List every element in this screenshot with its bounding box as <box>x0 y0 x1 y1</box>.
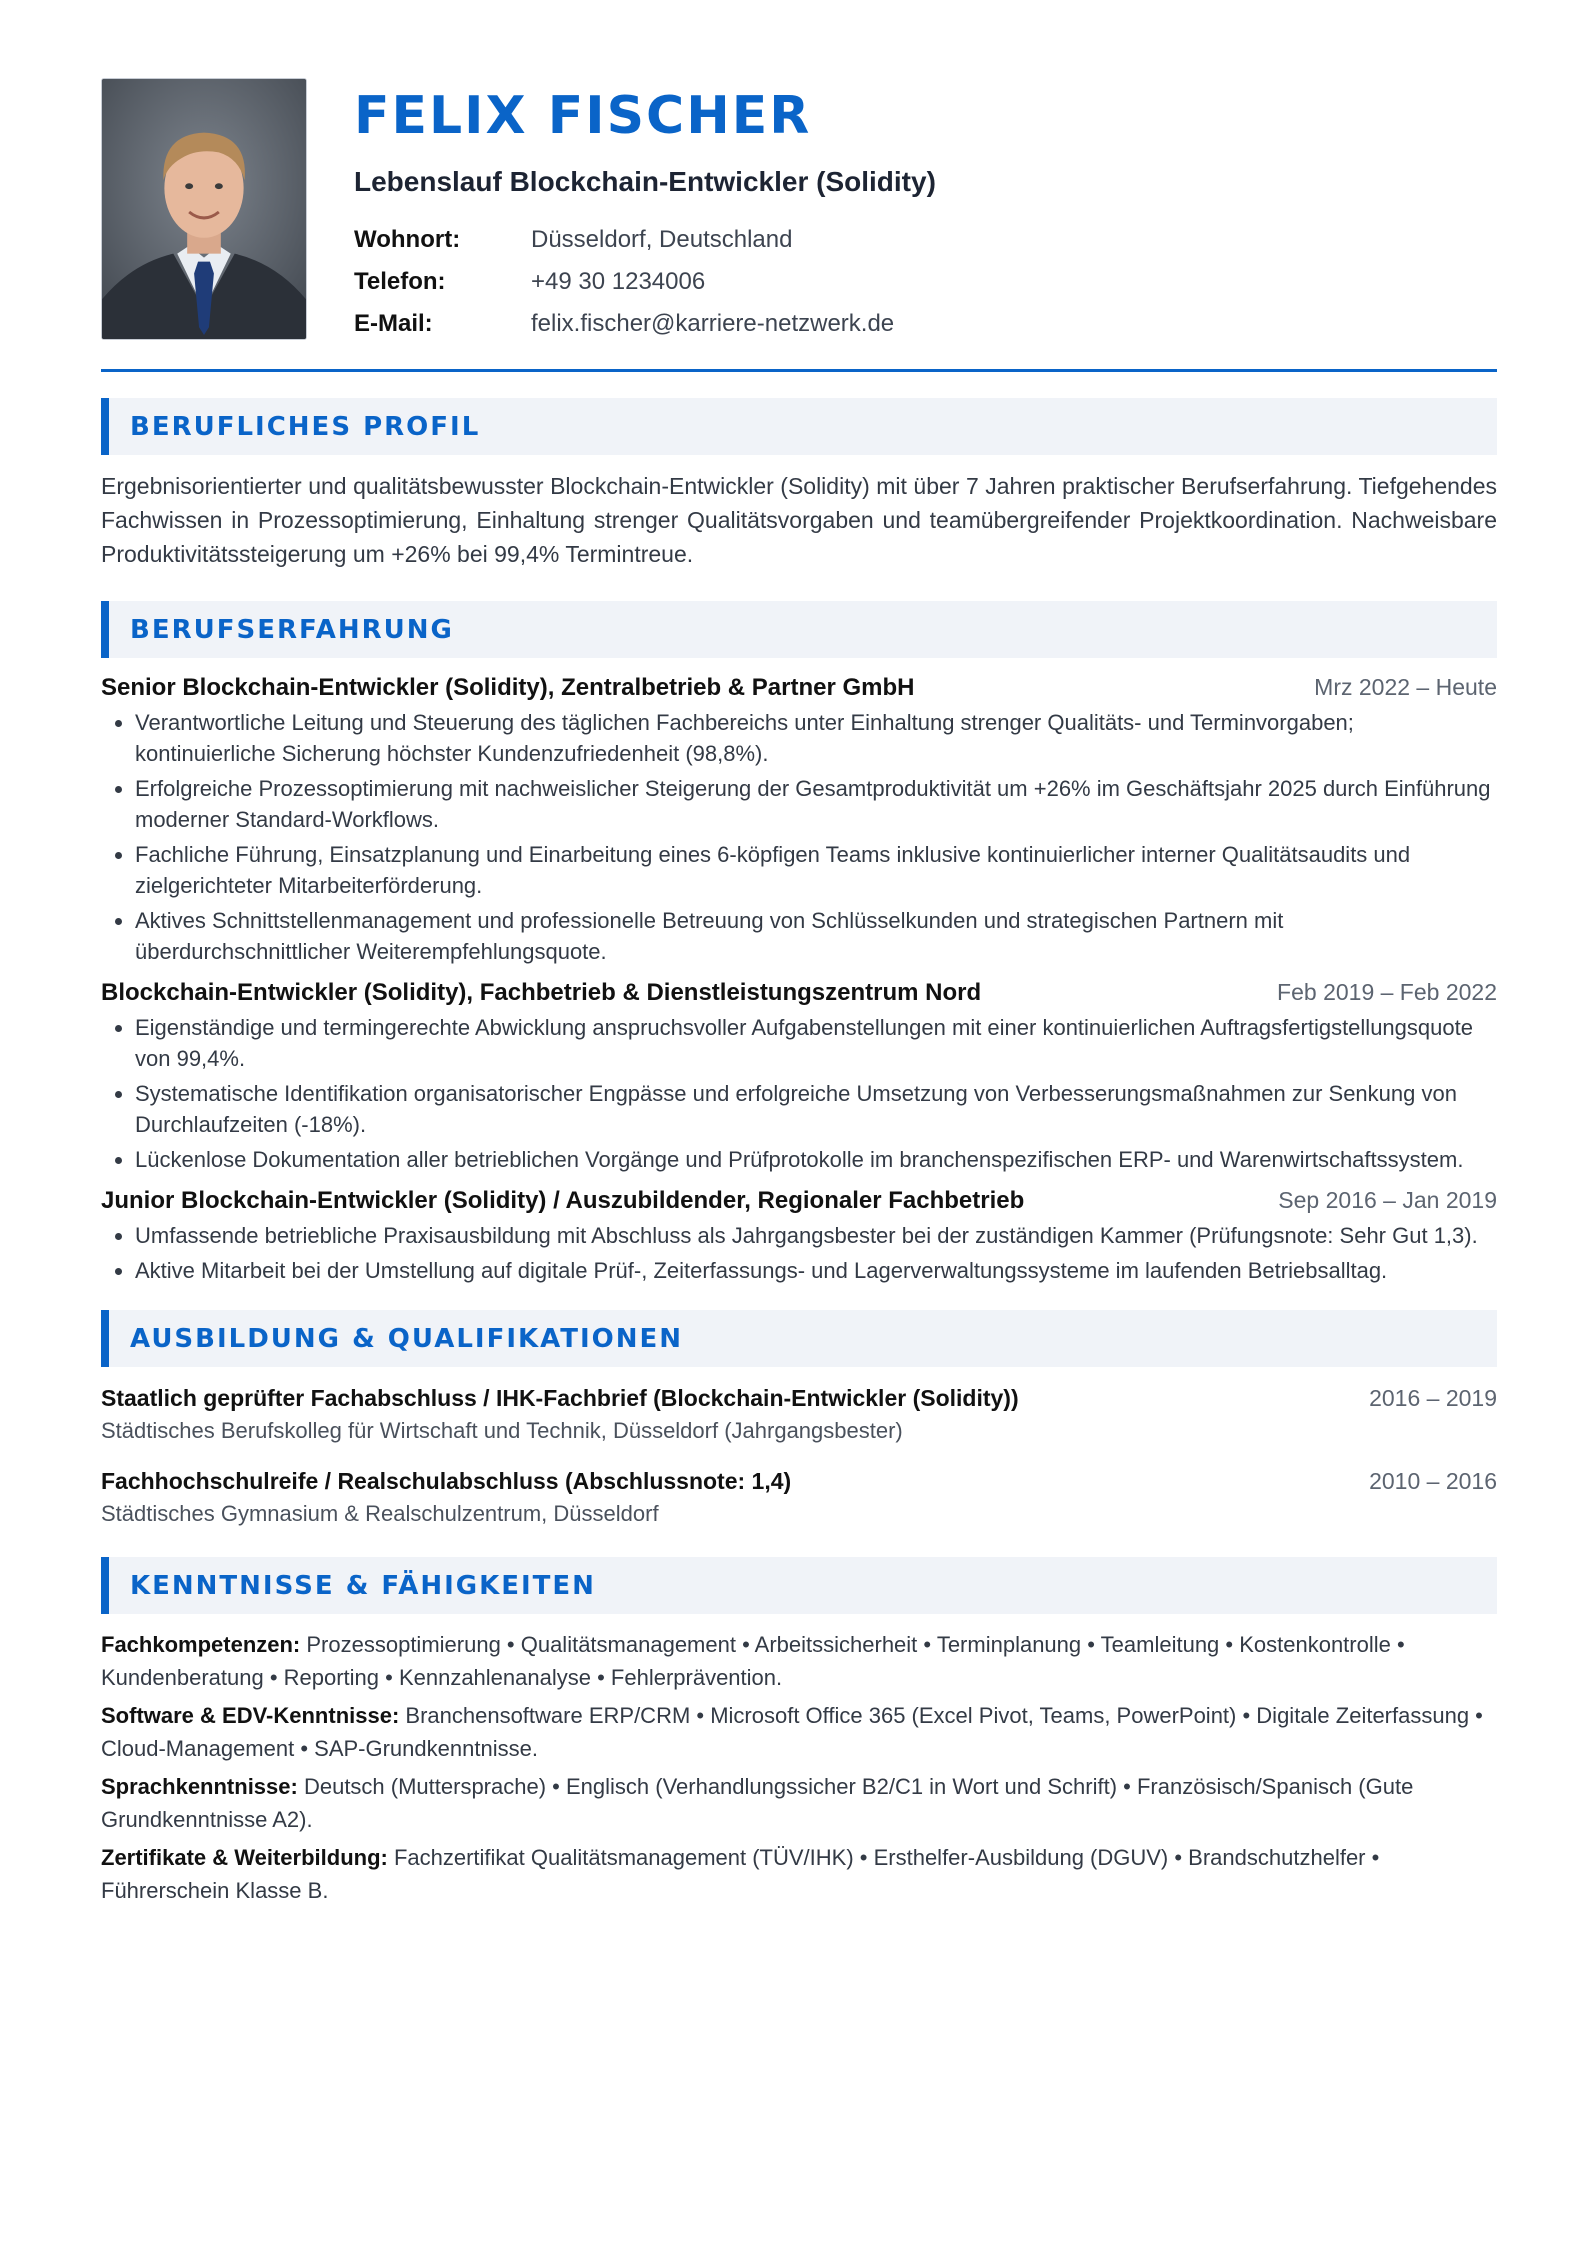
job-title: Senior Blockchain-Entwickler (Solidity), Zentralbetrieb & Partner GmbH <box>101 674 915 701</box>
list-item: • Eigenständige und termingerechte Abwicklung anspruchsvoller Aufgabenstellungen mit einer kontinuierlichen Auftragsfertigstellungsquote von 99,4%. <box>135 1012 1497 1074</box>
list-item: • Lückenlose Dokumentation aller betrieblichen Vorgänge und Prüfprotokolle im branchenspezifischen ERP- und Warenwirtschaftssystem. <box>135 1144 1497 1175</box>
header-divider <box>101 369 1497 372</box>
section-title-education: AUSBILDUNG & QUALIFIKATIONEN <box>101 1310 1497 1367</box>
skill-row <box>101 1628 1497 1694</box>
list-item: • Aktives Schnittstellenmanagement und professionelle Betreuung von Schlüsselkunden und strategischen Partnern mit überdurchschnittlicher Weiterempfehlungsquote. <box>135 905 1497 967</box>
list-item: • Fachliche Führung, Einsatzplanung und Einarbeitung eines 6-köpfigen Teams inklusive kontinuierlicher interner Qualitätsaudits und zielgerichteter Mitarbeiterförderung. <box>135 839 1497 901</box>
list-item: • Erfolgreiche Prozessoptimierung mit nachweislicher Steigerung der Gesamtproduktivität um +26% im Geschäftsjahr 2025 durch Einführung moderner Standard-Workflows. <box>135 773 1497 835</box>
job-bullets <box>101 1220 1497 1286</box>
education-title: Fachhochschulreife / Realschulabschluss (Abschlussnote: 1,4) <box>101 1468 792 1494</box>
contact-email <box>354 303 936 345</box>
resume-header <box>101 78 1497 345</box>
job-title: Junior Blockchain-Entwickler (Solidity) / Auszubildender, Regionaler Fachbetrieb <box>101 1187 1025 1214</box>
job-bullets <box>101 1012 1497 1175</box>
education-header <box>101 1385 1497 1412</box>
list-item: • Verantwortliche Leitung und Steuerung des täglichen Fachbereichs unter Einhaltung strenger Qualitäts- und Terminvorgaben; kontinuierliche Sicherung höchster Kundenzufriedenheit (98,8%). <box>135 707 1497 769</box>
job-header <box>101 674 1497 702</box>
skill-text: Fachzertifikat Qualitätsmanagement (TÜV/IHK) • Ersthelfer-Ausbildung (DGUV) • Brandschutzhelfer • Führerschein Klasse B. <box>101 1845 1380 1903</box>
section-title-experience: BERUFSERFAHRUNG <box>101 601 1497 658</box>
contact-residence <box>354 219 936 261</box>
contact-label: Wohnort: <box>354 226 461 253</box>
resume-content <box>101 78 1497 1907</box>
education-date: 2016 – 2019 <box>1369 1385 1497 1411</box>
skill-text: Deutsch (Muttersprache) • Englisch (Verhandlungssicher B2/C1 in Wort und Schrift) • Französisch/Spanisch (Gute Grundkenntnisse A2). <box>101 1774 1414 1832</box>
profile-photo <box>101 78 307 340</box>
candidate-name: FELIX FISCHER <box>354 86 812 146</box>
contact-phone <box>354 261 936 303</box>
contact-label: Telefon: <box>354 268 446 295</box>
skill-text: Branchensoftware ERP/CRM • Microsoft Office 365 (Excel Pivot, Teams, PowerPoint) • Digitale Zeiterfassung • Cloud-Management • SAP-Grundkenntnisse. <box>101 1703 1483 1761</box>
education-entry <box>101 1468 1497 1527</box>
job-date: Sep 2016 – Jan 2019 <box>1278 1187 1497 1213</box>
skill-row <box>101 1699 1497 1765</box>
job-date: Mrz 2022 – Heute <box>1314 674 1497 700</box>
skill-label: Zertifikate & Weiterbildung: <box>101 1845 388 1870</box>
skill-label: Fachkompetenzen: <box>101 1632 301 1657</box>
list-item: • Umfassende betriebliche Praxisausbildung mit Abschluss als Jahrgangsbester bei der zuständigen Kammer (Prüfungsnote: Sehr Gut 1,3). <box>135 1220 1497 1251</box>
job-entry <box>101 979 1497 1175</box>
skill-label: Sprachkenntnisse: <box>101 1774 298 1799</box>
skills-list <box>101 1628 1497 1907</box>
job-header <box>101 979 1497 1007</box>
job-header <box>101 1187 1497 1215</box>
education-institution: Städtisches Gymnasium & Realschulzentrum, Düsseldorf <box>101 1501 659 1526</box>
contact-list <box>354 219 936 345</box>
job-entry <box>101 674 1497 967</box>
contact-value: Düsseldorf, Deutschland <box>531 226 793 253</box>
section-title-profile: BERUFLICHES PROFIL <box>101 398 1497 455</box>
education-institution: Städtisches Berufskolleg für Wirtschaft und Technik, Düsseldorf (Jahrgangsbester) <box>101 1418 903 1443</box>
education-entry <box>101 1385 1497 1444</box>
job-title: Blockchain-Entwickler (Solidity), Fachbetrieb & Dienstleistungszentrum Nord <box>101 979 982 1006</box>
job-bullets <box>101 707 1497 967</box>
education-title: Staatlich geprüfter Fachabschluss / IHK-Fachbrief (Blockchain-Entwickler (Solidity)) <box>101 1385 1019 1411</box>
header-text <box>354 78 936 345</box>
contact-value: felix.fischer@karriere-netzwerk.de <box>531 310 895 337</box>
job-entry <box>101 1187 1497 1286</box>
skill-label: Software & EDV-Kenntnisse: <box>101 1703 400 1728</box>
skill-row <box>101 1770 1497 1836</box>
skill-row <box>101 1841 1497 1907</box>
contact-value: +49 30 1234006 <box>531 268 706 295</box>
education-date: 2010 – 2016 <box>1369 1468 1497 1494</box>
job-date: Feb 2019 – Feb 2022 <box>1277 979 1497 1005</box>
list-item: • Aktive Mitarbeit bei der Umstellung auf digitale Prüf-, Zeiterfassungs- und Lagerverwaltungssysteme im laufenden Betriebsalltag. <box>135 1255 1497 1286</box>
profile-summary: Ergebnisorientierter und qualitätsbewusster Blockchain-Entwickler (Solidity) mit über 7 Jahren praktischer Berufserfahrung. Tiefgehendes Fachwissen in Prozessoptimierung, Einhaltung strenger Qualitätsvorgaben und teamübergreifender Projektkoordination. Nachweisbare Produktivitätssteigerung um +26% bei 99,4% Termintreue. <box>101 473 1497 567</box>
education-header <box>101 1468 1497 1495</box>
contact-label: E-Mail: <box>354 310 433 337</box>
list-item: • Systematische Identifikation organisatorischer Engpässe und erfolgreiche Umsetzung von Verbesserungsmaßnahmen zur Senkung von Durchlaufzeiten (-18%). <box>135 1078 1497 1140</box>
section-title-skills: KENNTNISSE & FÄHIGKEITEN <box>101 1557 1497 1614</box>
document-subtitle: Lebenslauf Blockchain-Entwickler (Solidity) <box>354 166 936 197</box>
skill-text: Prozessoptimierung • Qualitätsmanagement • Arbeitssicherheit • Terminplanung • Teamleitung • Kostenkontrolle • Kundenberatung • Reporting • Kennzahlenanalyse • Fehlerprävention. <box>101 1632 1405 1690</box>
